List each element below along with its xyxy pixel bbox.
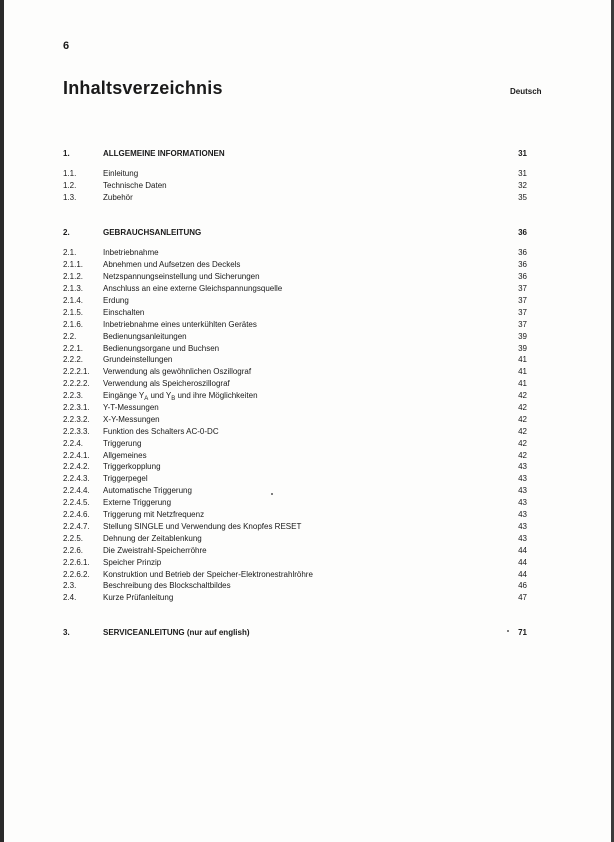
toc-entry[interactable]: 2.1.3. Anschluss an eine externe Gleichspannungsquelle 37 bbox=[63, 284, 527, 294]
toc-entry[interactable]: 2.2.3.1. Y-T-Messungen 42 bbox=[63, 403, 527, 413]
toc-entry[interactable]: 2.2.5. Dehnung der Zeitablenkung 43 bbox=[63, 533, 527, 543]
toc-entry[interactable]: 2.2.4.2. Triggerkopplung 43 bbox=[63, 462, 527, 472]
toc-entry[interactable]: 2.2.4.1. Allgemeines 42 bbox=[63, 450, 527, 460]
toc-entry[interactable]: 2.2.4.5. Externe Triggerung 43 bbox=[63, 498, 527, 508]
toc-entry[interactable]: 2.2.4.6. Triggerung mit Netzfrequenz 43 bbox=[63, 510, 527, 520]
toc-entry[interactable]: 2.1.1. Abnehmen und Aufsetzen des Deckels 36 bbox=[63, 260, 527, 270]
toc-entry[interactable]: 2.2.3.2. X-Y-Messungen 42 bbox=[63, 414, 527, 424]
toc-entry[interactable]: 2.2.2.1. Verwendung als gewöhnlichen Oszillograf 41 bbox=[63, 367, 527, 377]
toc-section-heading[interactable]: 3. SERVICEANLEITUNG (nur auf english) 71 bbox=[63, 628, 527, 638]
toc-entry[interactable]: 2.2.4.7. Stellung SINGLE und Verwendung des Knopfes RESET 43 bbox=[63, 521, 527, 531]
toc-entry[interactable]: 2.2. Bedienungsanleitungen 39 bbox=[63, 331, 527, 341]
page-number: 6 bbox=[63, 40, 70, 52]
page-title: Inhaltsverzeichnis bbox=[63, 78, 223, 98]
toc-entry[interactable]: 2.4. Kurze Prüfanleitung 47 bbox=[63, 593, 527, 603]
toc-entry[interactable]: 1.1. Einleitung 31 bbox=[63, 168, 527, 178]
language-label: Deutsch bbox=[510, 87, 542, 96]
scan-edge-left bbox=[0, 0, 4, 842]
toc-entry[interactable]: 2.1.5. Einschalten 37 bbox=[63, 307, 527, 317]
toc-entry[interactable]: 2.1.2. Netzspannungseinstellung und Sicherungen 36 bbox=[63, 272, 527, 282]
toc-entry[interactable]: 2.2.2.2. Verwendung als Speicheroszillograf 41 bbox=[63, 379, 527, 389]
toc-entry[interactable]: 1.2. Technische Daten 32 bbox=[63, 180, 527, 190]
toc-entry[interactable]: 2.2.6. Die Zweistrahl-Speicherröhre 44 bbox=[63, 545, 527, 555]
toc-entry[interactable]: 2.1.6. Inbetriebnahme eines unterkühlten Gerätes 37 bbox=[63, 319, 527, 329]
toc-entry[interactable]: 1.3. Zubehör 35 bbox=[63, 192, 527, 202]
table-of-contents bbox=[63, 148, 527, 639]
toc-entry[interactable]: 2.2.4.3. Triggerpegel 43 bbox=[63, 474, 527, 484]
toc-entry[interactable]: 2.2.6.1. Speicher Prinzip 44 bbox=[63, 557, 527, 567]
toc-entry[interactable]: 2.2.3.3. Funktion des Schalters AC-0-DC 42 bbox=[63, 426, 527, 436]
scan-speck bbox=[271, 493, 273, 495]
toc-entry[interactable]: 2.2.2. Grundeinstellungen 41 bbox=[63, 355, 527, 365]
toc-entry[interactable]: 2.2.3. Eingänge $Y_A$ und $Y_B$ und ihre Möglichkeiten 42 bbox=[63, 390, 527, 402]
toc-section-heading[interactable]: 2. GEBRAUCHSANLEITUNG 36 bbox=[63, 227, 527, 237]
toc-entry[interactable]: 2.1.4. Erdung 37 bbox=[63, 296, 527, 306]
toc-entry[interactable]: 2.2.1. Bedienungsorgane und Buchsen 39 bbox=[63, 343, 527, 353]
toc-entry[interactable]: 2.2.4. Triggerung 42 bbox=[63, 438, 527, 448]
toc-entry-text: Eingänge $Y_A$ und $Y_B$ und ihre Möglichkeiten bbox=[103, 391, 258, 403]
toc-entry[interactable]: 2.2.6.2. Konstruktion und Betrieb der Speicher-Elektronestrahlröhre 44 bbox=[63, 569, 527, 579]
toc-entry[interactable]: 2.1. Inbetriebnahme 36 bbox=[63, 248, 527, 258]
toc-entry[interactable]: 2.2.4.4. Automatische Triggerung 43 bbox=[63, 486, 527, 496]
toc-section-heading[interactable]: 1. ALLGEMEINE INFORMATIONEN 31 bbox=[63, 149, 527, 158]
scan-speck bbox=[507, 630, 509, 632]
toc-entry[interactable]: 2.3. Beschreibung des Blockschaltbildes 46 bbox=[63, 581, 527, 591]
